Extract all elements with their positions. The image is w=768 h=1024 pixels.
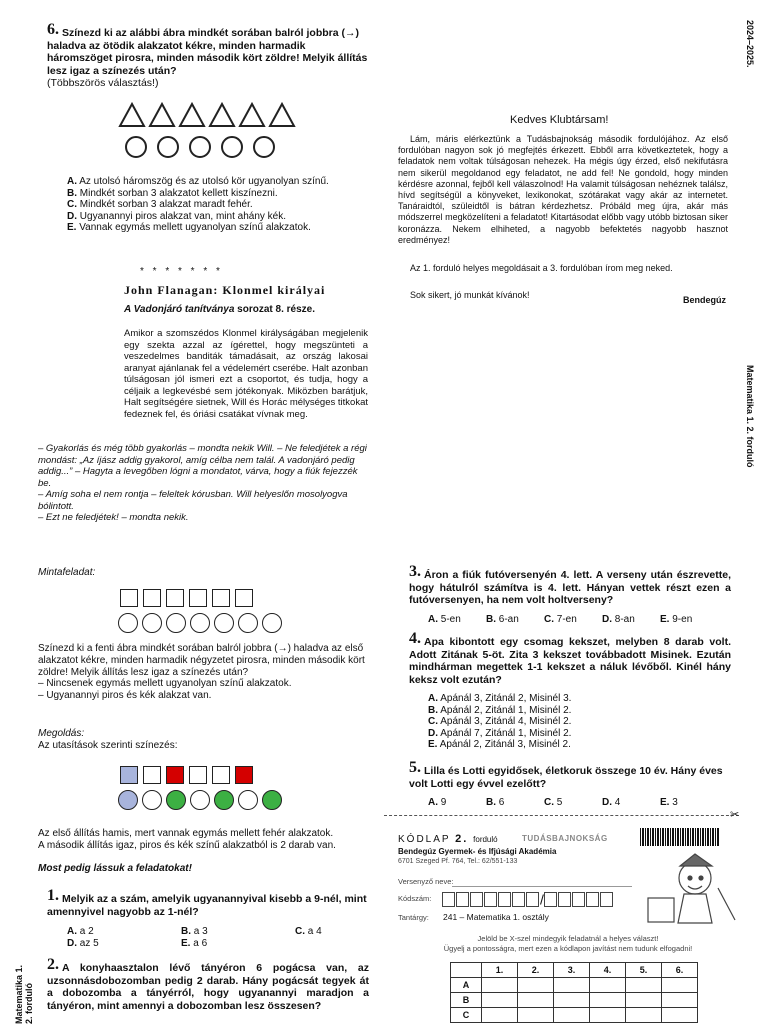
lets-go-text: Most pedig lássuk a feladatokat!	[38, 863, 192, 874]
circle-shape	[142, 790, 162, 810]
subject-value: 241 – Matematika 1. osztály	[443, 912, 549, 922]
circle-shape	[190, 790, 210, 810]
q4-options: A. Apánál 3, Zitánál 2, Misinél 3. B. Apánál 2, Zitánál 1, Misinél 2. C. Apánál 3, Zitánál 4, Misinél 2. D. Apánál 7, Zitánál 1, Misinél 2. E. Apánál 2, Zitánál 3, Misinél 2.	[428, 693, 572, 750]
circle-shape	[190, 137, 210, 157]
square-shape	[143, 589, 161, 607]
sample-figure	[118, 589, 286, 633]
mascot-illustration	[640, 848, 740, 930]
story-quote: – Gyakorlás és még több gyakorlás – mondta nekik Will. – Ne feledjétek a régi mondást: „Az íjász addig gyakorol, amíg célba nem talál. A vadonjáró pedig addig...” – Hagyta a levegőben lógni a mondatot, várva, hogy a fiúk fejezzék be. – Amíg soha el nem rontja – feleltek kórusban. Will helyeslőn mosolyogva bólintott. – Ezt ne feledjétek! – mondta nekik.	[38, 443, 367, 523]
q1-options: A. a 2 B. a 3 C. a 4 D. az 5 E. a 6	[67, 926, 322, 949]
year-label: 2024–2025.	[745, 20, 755, 68]
q6-options	[67, 176, 377, 234]
triangle-shape	[150, 104, 174, 126]
square-red	[235, 766, 253, 784]
square-shape	[212, 766, 230, 784]
question-text: A konyhaasztalon lévő tányéron 6 pogácsa van, az uzsonnásdobozomban pedig 2 darab. Hány pogácsát tegyek át a dobozomba a tányérról, hogy ugyanannyi maradjon a tányéron, mint amennyi a dobozomban lesz összesen?	[47, 962, 369, 1012]
option: B. Mindkét sorban 3 alakzatot kellett kiszínezni.	[67, 187, 278, 199]
code-label: Kódszám:	[398, 894, 432, 903]
answer-cell[interactable]	[554, 993, 590, 1008]
square-shape	[189, 766, 207, 784]
option: C. Mindkét sorban 3 alakzat maradt fehér.	[67, 199, 253, 210]
circle-shape	[262, 613, 282, 633]
question-text: Színezd ki az alábbi ábra mindkét sorában balról jobbra (→) haladva az ötödik alakzatot kékre, minden harmadik háromszöget pirosra, minden második kört zöldre! Melyik állítás lesz igaz a színezés után?	[47, 27, 368, 77]
q5-options: A. 9 B. 6 C. 5 D. 4 E. 3	[428, 797, 678, 808]
question-2: 2. A konyhaasztalon lévő tányéron 6 pogácsa van, az uzsonnásdobozomban pedig 2 darab. Hány pogácsát tegyek át a dobozomba a tányérról, hogy ugyanannyi maradjon a tányéron, mint amennyi a dobozomban lesz összesen?	[47, 956, 369, 1012]
circle-blue	[118, 790, 138, 810]
circle-shape	[238, 613, 258, 633]
solution-text: Az utasítások szerinti színezés:	[38, 740, 178, 751]
answer-cell[interactable]	[518, 1008, 554, 1023]
answer-grid-row: C	[451, 1008, 698, 1023]
answer-cell[interactable]	[482, 978, 518, 993]
square-shape	[235, 589, 253, 607]
option: A. Az utolsó háromszög és az utolsó kör ugyanolyan színű.	[67, 176, 329, 187]
circle-shape	[238, 790, 258, 810]
letter-line: Az 1. forduló helyes megoldásait a 3. fordulóban írom meg neked.	[410, 263, 673, 273]
barcode	[640, 828, 720, 846]
answer-cell[interactable]	[626, 978, 662, 993]
circle-shape	[142, 613, 162, 633]
triangle-shape	[240, 104, 264, 126]
story-title: John Flanagan: Klonmel királyai	[124, 283, 326, 297]
answer-cell[interactable]	[590, 978, 626, 993]
answer-cell[interactable]	[590, 993, 626, 1008]
answer-cell[interactable]	[518, 993, 554, 1008]
question-4: 4. Apa kibontott egy csomag kekszet, melyben 8 darab volt. Adott Zitának 5-öt. Zita 3 kekszet továbbadott Misinek. Ezután mindhárman megettek 1-1 kekszet a náluk lévőből. Kinél hány keksz volt ezután?	[409, 630, 731, 686]
question-text: Apa kibontott egy csomag kekszet, melyben 8 darab volt. Adott Zitának 5-öt. Zita 3 kekszet továbbadott Misinek. Ezután mindhárman megettek 1-1 kekszet a náluk lévőből. Kinél hány keksz volt ezután?	[409, 636, 731, 686]
answer-cell[interactable]	[518, 978, 554, 993]
circle-green	[214, 790, 234, 810]
solution-figure	[118, 766, 286, 810]
question-text: Melyik az a szám, amelyik ugyanannyival kisebb a 9-nél, mint amennyivel nagyobb az 1-nél?	[47, 893, 367, 918]
letter-greeting: Kedves Klubtársam!	[510, 114, 609, 126]
answer-cell[interactable]	[482, 993, 518, 1008]
circle-green	[166, 790, 186, 810]
letter-signature: Bendegúz	[683, 295, 727, 305]
triangle-shape	[210, 104, 234, 126]
square-shape	[212, 589, 230, 607]
answer-grid-row: A	[451, 978, 698, 993]
triangle-shape	[270, 104, 294, 126]
option: D. Ugyanannyi piros alakzat van, mint ahány kék.	[67, 210, 287, 222]
sample-label: Mintafeladat:	[38, 567, 96, 578]
code-field[interactable]: /	[442, 890, 614, 907]
circle-shape	[214, 613, 234, 633]
stars-divider: * * * * * * *	[140, 266, 223, 277]
competitor-name-field[interactable]	[452, 886, 632, 887]
circle-shape	[222, 137, 242, 157]
subject-label-left: Matematika 1. 2. forduló	[14, 964, 34, 1024]
org-name: Bendegúz Gyermek- és Ifjúsági Akadémia	[398, 847, 557, 856]
square-shape	[120, 589, 138, 607]
scissors-icon: ✂	[730, 809, 740, 821]
triangle-shape	[120, 104, 144, 126]
question-text: Lilla és Lotti egyidősek, életkoruk összege 10 év. Hány éves volt Lotti egy évvel ezelőtt?	[409, 765, 723, 790]
letter-body: Lám, máris elérkeztünk a Tudásbajnokság második fordulójához. Az első fordulóban nagyon sok jó megfejtés érkezett. Ebből arra következtetek, hogy a feladatok nem voltak túlságosan nehezek. Ha mégis úgy érzed, első nekifutásra nem sikerül megoldanod egy feladatot, ne add fel! Ne gondold, hogy minden kérdésre azonnal, fejből kell válaszolnod! Ha valamit túlságosan nehéznek találsz, hívd segítségül a könyveket, lexikonokat, szótárakat vagy akár az internetet. Tanáraidtól, szüleidtől is bátran kérdezhetsz. Próbáld meg újra, akár más módszerrel megközelíteni a feladatot! Kitartásodat előbb vagy utóbb biztosan siker koronázza. Nekem elhiheted, a nagyobb befektetés nagyobb hasznot eredményez!	[398, 134, 728, 245]
square-shape	[143, 766, 161, 784]
circle-shape	[254, 137, 274, 157]
triangle-shape	[180, 104, 204, 126]
subject-label-right: Matematika 1. 2. forduló	[745, 365, 755, 468]
answer-cell[interactable]	[626, 1008, 662, 1023]
solution-explanation: Az első állítás hamis, mert vannak egymás mellett fehér alakzatok. A második állítás igaz, piros és kék színű alakzatból is 2 darab van.	[38, 828, 336, 851]
question-6	[47, 21, 369, 90]
story-subtitle: A Vadonjáró tanítványa sorozat 8. része.	[124, 304, 315, 315]
circle-shape	[118, 613, 138, 633]
question-text: Áron a fiúk futóversenyén 4. lett. A verseny után észrevette, hogy hátulról számítva is 4. lett. Hányan vettek részt ezen a futóversenyen, ha nem volt holtverseny?	[409, 569, 731, 606]
q6-figure	[112, 100, 302, 160]
circle-shape	[166, 613, 186, 633]
codeslip-title: KÓDLAP 2. forduló	[398, 833, 498, 845]
question-5: 5. Lilla és Lotti egyidősek, életkoruk összege 10 év. Hány éves volt Lotti egy évvel ezelőtt?	[409, 759, 723, 790]
option: E. Vannak egymás mellett ugyanolyan színű alakzatok.	[67, 222, 311, 233]
answer-cell[interactable]	[662, 993, 698, 1008]
subject-label: Tantárgy:	[398, 913, 429, 922]
question-number: 6.	[47, 21, 59, 38]
answer-cell[interactable]	[554, 978, 590, 993]
answer-cell[interactable]	[662, 1008, 698, 1023]
square-shape	[166, 589, 184, 607]
q3-options: A. 5-en B. 6-an C. 7-en D. 8-an E. 9-en	[428, 614, 693, 625]
question-3: 3. Áron a fiúk futóversenyén 4. lett. A verseny után észrevette, hogy hátulról számítva is 4. lett. Hányan vettek részt ezen a futóversenyen, ha nem volt holtverseny?	[409, 563, 731, 606]
competitor-label: Versenyző neve:	[398, 877, 454, 886]
circle-shape	[158, 137, 178, 157]
question-note: (Többszörös választás!)	[47, 77, 159, 89]
square-blue	[120, 766, 138, 784]
square-shape	[189, 589, 207, 607]
answer-grid-header: 1. 2. 3. 4. 5. 6.	[451, 963, 698, 978]
square-red	[166, 766, 184, 784]
org-address: 6701 Szeged Pf. 764, Tel.: 62/551-133	[398, 858, 518, 865]
answer-cell[interactable]	[662, 978, 698, 993]
sample-text: Színezd ki a fenti ábra mindkét sorában balról jobbra (→) haladva az első alakzatot kékre, minden harmadik négyzetet pirosra, minden második kört zöldre! Melyik állítás lesz igaz a színezés után? – Nincsenek egymás mellett ugyanolyan színű alakzatok. – Ugyanannyi piros és kék alakzat van.	[38, 643, 365, 702]
codeslip-instructions: Jelöld be X-szel mindegyik feladatnál a helyes választ! Ügyelj a pontosságra, mert ezen a kódlapon javítást nem tudunk elfogadni!	[443, 934, 693, 953]
brand-logo: TUDÁSBAJNOKSÁG	[522, 834, 608, 843]
circle-shape	[190, 613, 210, 633]
answer-grid	[450, 962, 698, 1023]
story-paragraph: Amikor a szomszédos Klonmel királyságában megjelenik egy szekta azzal az ígérettel, hogy megszünteti a veszedelmes banditák támadásait, az ország lakosai aranyat ajánlanak fel a védelemért cserébe. Halt azonban túlságosan jól ismeri ezt a csoportot, és tudja, hogy a céljaik a legkevésbé sem jótékonyak. Miközben barátjuk, Halt segítségére sietnek, Will és Horác mélységes titkokat fedeznek fel, és óriási csatákat vívnak meg.	[124, 328, 368, 420]
answer-cell[interactable]	[482, 1008, 518, 1023]
cut-line	[384, 815, 739, 816]
answer-cell[interactable]	[590, 1008, 626, 1023]
circle-shape	[126, 137, 146, 157]
letter-closing: Sok sikert, jó munkát kívánok!	[410, 290, 530, 300]
solution-label: Megoldás:	[38, 728, 85, 739]
answer-cell[interactable]	[626, 993, 662, 1008]
answer-cell[interactable]	[554, 1008, 590, 1023]
answer-grid-row: B	[451, 993, 698, 1008]
question-1: 1. Melyik az a szám, amelyik ugyanannyival kisebb a 9-nél, mint amennyivel nagyobb az 1-nél?	[47, 887, 367, 918]
circle-green	[262, 790, 282, 810]
